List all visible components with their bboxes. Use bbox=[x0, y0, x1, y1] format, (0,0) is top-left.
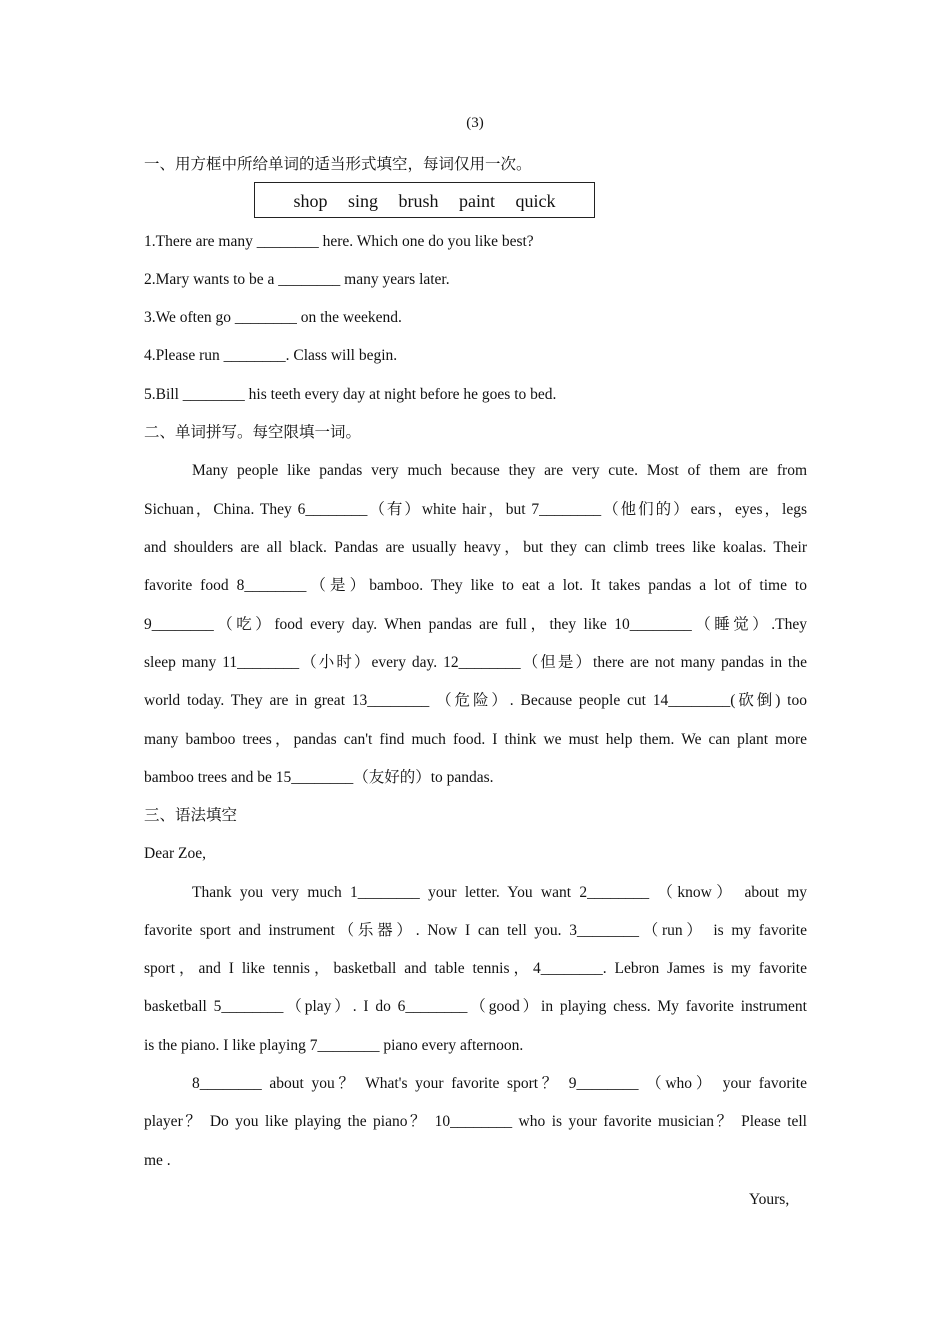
letter-line: player？ Do you like playing the piano？ 10________ who is your favorite musician？ Please tell bbox=[144, 1113, 807, 1130]
passage-line: favorite food 8________（是）bamboo. They like to eat a lot. It takes pandas a lot of time to bbox=[144, 577, 807, 594]
passage-line: 9________（吃）food every day. When pandas are full，they like 10________（睡觉）.They bbox=[144, 616, 807, 633]
word-bank-word: quick bbox=[515, 191, 556, 211]
page-title: (3) bbox=[466, 115, 484, 131]
passage-line: Many people like pandas very much because they are very cute. Most of them are from bbox=[192, 462, 807, 479]
section3-heading: 三、语法填空 bbox=[144, 807, 238, 824]
letter-line: me . bbox=[144, 1152, 171, 1169]
letter-greeting: Dear Zoe, bbox=[144, 845, 206, 862]
word-bank-word: paint bbox=[459, 191, 496, 211]
passage-line: Sichuan，China. They 6________（有）white hair，but 7________（他们的）ears，eyes，legs bbox=[144, 501, 807, 518]
letter-line: Thank you very much 1________ your letter. You want 2________ （know） about my bbox=[192, 884, 807, 901]
section1-heading: 一、用方框中所给单词的适当形式填空，每词仅用一次。 bbox=[144, 156, 532, 173]
letter-line: favorite sport and instrument（乐器）. Now I can tell you. 3________（run） is my favorite bbox=[144, 922, 807, 939]
passage-line: sleep many 11________（小时）every day. 12________（但是）there are not many pandas in the bbox=[144, 654, 807, 671]
exercise-item-5: 5.Bill ________ his teeth every day at night before he goes to bed. bbox=[144, 386, 557, 403]
passage-line: bamboo trees and be 15________（友好的）to pandas. bbox=[144, 769, 494, 786]
word-bank-box bbox=[254, 182, 595, 218]
word-bank-word: brush bbox=[398, 191, 439, 211]
exercise-item-3: 3.We often go ________ on the weekend. bbox=[144, 309, 402, 326]
passage-line: and shoulders are all black. Pandas are usually heavy，but they can climb trees like koalas. Their bbox=[144, 539, 807, 556]
word-bank-word: sing bbox=[348, 191, 379, 211]
exercise-item-4: 4.Please run ________. Class will begin. bbox=[144, 347, 398, 364]
passage-line: world today. They are in great 13________ （危险）. Because people cut 14________(砍倒) too bbox=[144, 692, 807, 709]
letter-line: is the piano. I like playing 7________ piano every afternoon. bbox=[144, 1037, 524, 1054]
exercise-item-1: 1.There are many ________ here. Which one do you like best? bbox=[144, 233, 534, 250]
exercise-item-2: 2.Mary wants to be a ________ many years later. bbox=[144, 271, 450, 288]
letter-line: sport，and I like tennis，basketball and table tennis，4________. Lebron James is my favorite bbox=[144, 960, 807, 977]
letter-signoff: Yours, bbox=[749, 1191, 790, 1208]
letter-line: basketball 5________（play）. I do 6________（good）in playing chess. My favorite instrument bbox=[144, 998, 807, 1015]
word-bank-word: shop bbox=[293, 191, 328, 211]
passage-line: many bamboo trees，pandas can't find much food. I think we must help them. We can plant more bbox=[144, 731, 807, 748]
section2-heading: 二、单词拼写。每空限填一词。 bbox=[144, 424, 362, 441]
letter-line: 8________ about you？ What's your favorite sport？ 9________ （who） your favorite bbox=[192, 1075, 807, 1092]
